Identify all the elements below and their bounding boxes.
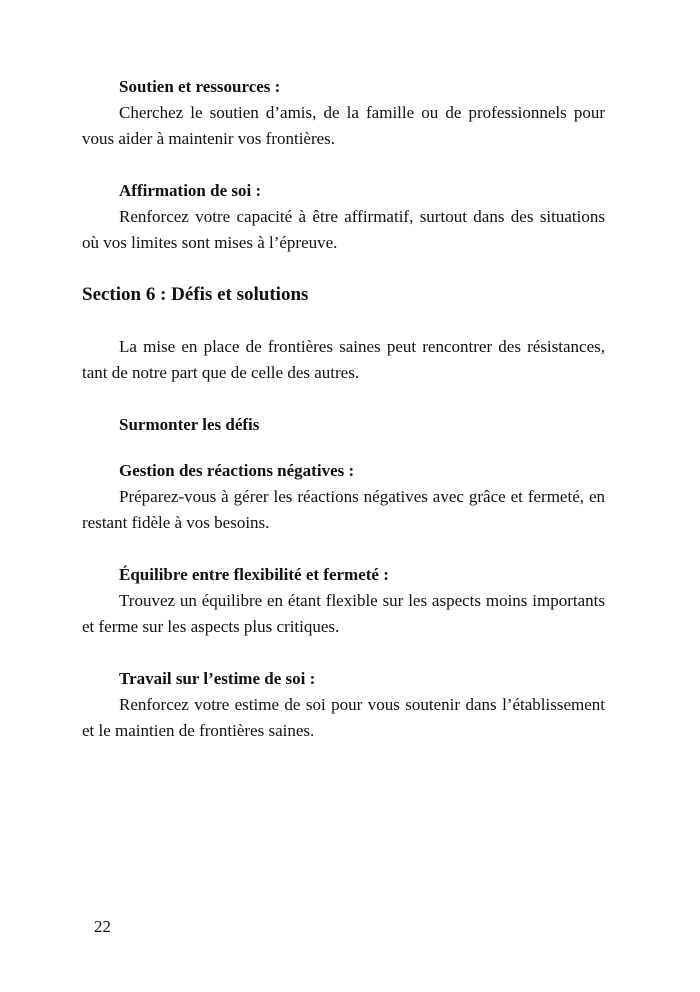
soutien-paragraph: Cherchez le soutien d’amis, de la famille ou de professionnels pour vous aider à maintenir vos frontières. <box>82 103 605 148</box>
equilibre-heading: Équilibre entre flexibilité et fermeté : <box>119 565 389 584</box>
gestion-block <box>82 458 605 536</box>
surmonter-heading: Surmonter les défis <box>119 415 260 434</box>
affirmation-paragraph: Renforcez votre capacité à être affirmatif, surtout dans des situations où vos limites sont mises à l’épreuve. <box>82 207 605 252</box>
affirmation-block <box>82 178 605 256</box>
section-intro-paragraph: La mise en place de frontières saines peut rencontrer des résistances, tant de notre part que de celle des autres. <box>82 337 605 382</box>
affirmation-heading: Affirmation de soi : <box>119 181 262 200</box>
equilibre-block <box>82 562 605 640</box>
page-number: 22 <box>94 917 111 936</box>
estime-block <box>82 666 605 744</box>
equilibre-paragraph: Trouvez un équilibre en étant flexible sur les aspects moins importants et ferme sur les aspects plus critiques. <box>82 591 605 636</box>
soutien-heading: Soutien et ressources : <box>119 77 281 96</box>
section-title: Section 6 : Défis et solutions <box>82 284 309 305</box>
gestion-paragraph: Préparez-vous à gérer les réactions négatives avec grâce et fermeté, en restant fidèle à vos besoins. <box>82 487 605 532</box>
estime-heading: Travail sur l’estime de soi : <box>119 669 316 688</box>
page-content <box>82 74 605 744</box>
soutien-block <box>82 74 605 152</box>
gestion-heading: Gestion des réactions négatives : <box>119 461 355 480</box>
estime-paragraph: Renforcez votre estime de soi pour vous soutenir dans l’établissement et le maintien de frontières saines. <box>82 695 605 740</box>
